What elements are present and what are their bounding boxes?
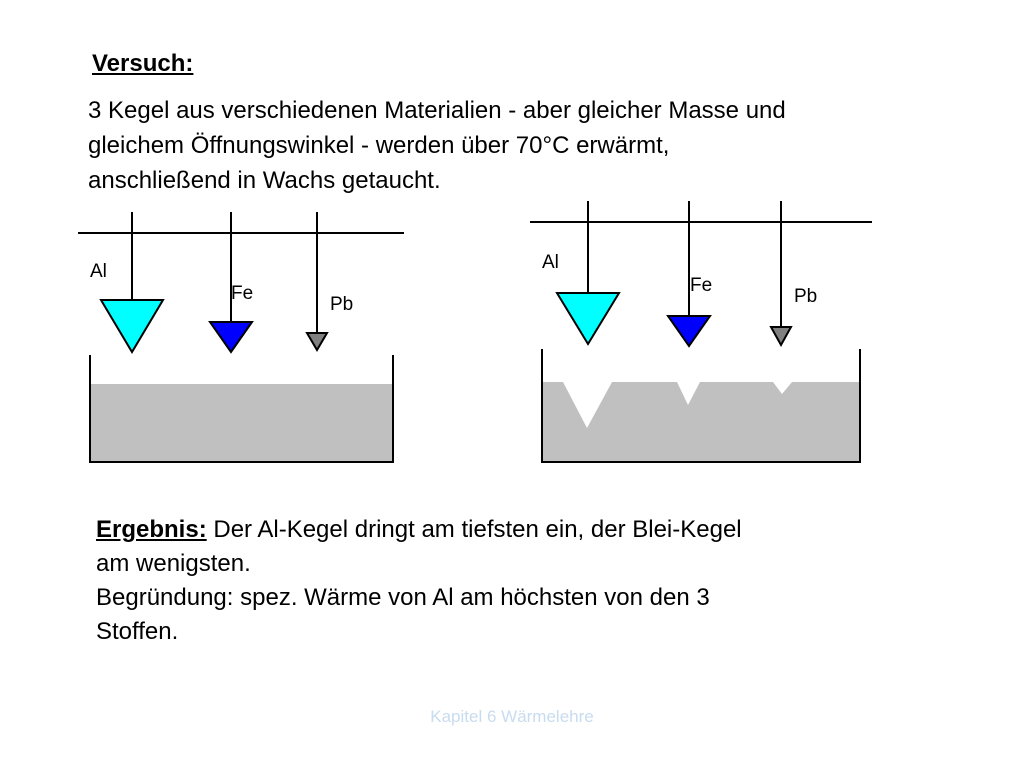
- description-line: anschließend in Wachs getaucht.: [88, 167, 441, 194]
- result-section: [96, 513, 916, 649]
- result-text: Der Al-Kegel dringt am tiefsten ein, der Blei-Kegel: [206, 516, 742, 543]
- label-fe: Fe: [231, 283, 254, 304]
- description-line: 3 Kegel aus verschiedenen Materialien - aber gleicher Masse und: [88, 97, 786, 124]
- cone-pb: [771, 327, 791, 345]
- cone-fe: [668, 316, 710, 346]
- reason-line: Stoffen.: [96, 618, 179, 645]
- cone-fe: [210, 322, 252, 352]
- result-line: [96, 513, 916, 547]
- wax-fill: [542, 382, 860, 462]
- diagram-before: [78, 212, 404, 462]
- diagram-after: [530, 201, 872, 462]
- cone-al: [101, 300, 163, 352]
- wax-fill: [90, 384, 393, 462]
- result-line: am wenigsten.: [96, 550, 251, 577]
- cone-al: [557, 293, 619, 344]
- label-pb: Pb: [330, 294, 354, 315]
- result-label: Ergebnis:: [96, 516, 207, 543]
- cone-pb: [307, 333, 327, 350]
- chapter-footer: Kapitel 6 Wärmelehre: [430, 707, 594, 726]
- label-al: Al: [90, 261, 107, 282]
- label-pb: Pb: [794, 286, 818, 307]
- label-al: Al: [542, 252, 559, 273]
- label-fe: Fe: [690, 275, 713, 296]
- reason-line: Begründung: spez. Wärme von Al am höchsten von den 3: [96, 584, 710, 611]
- experiment-heading: Versuch:: [92, 50, 194, 77]
- description-line: gleichem Öffnungswinkel - werden über 70°C erwärmt,: [88, 132, 670, 159]
